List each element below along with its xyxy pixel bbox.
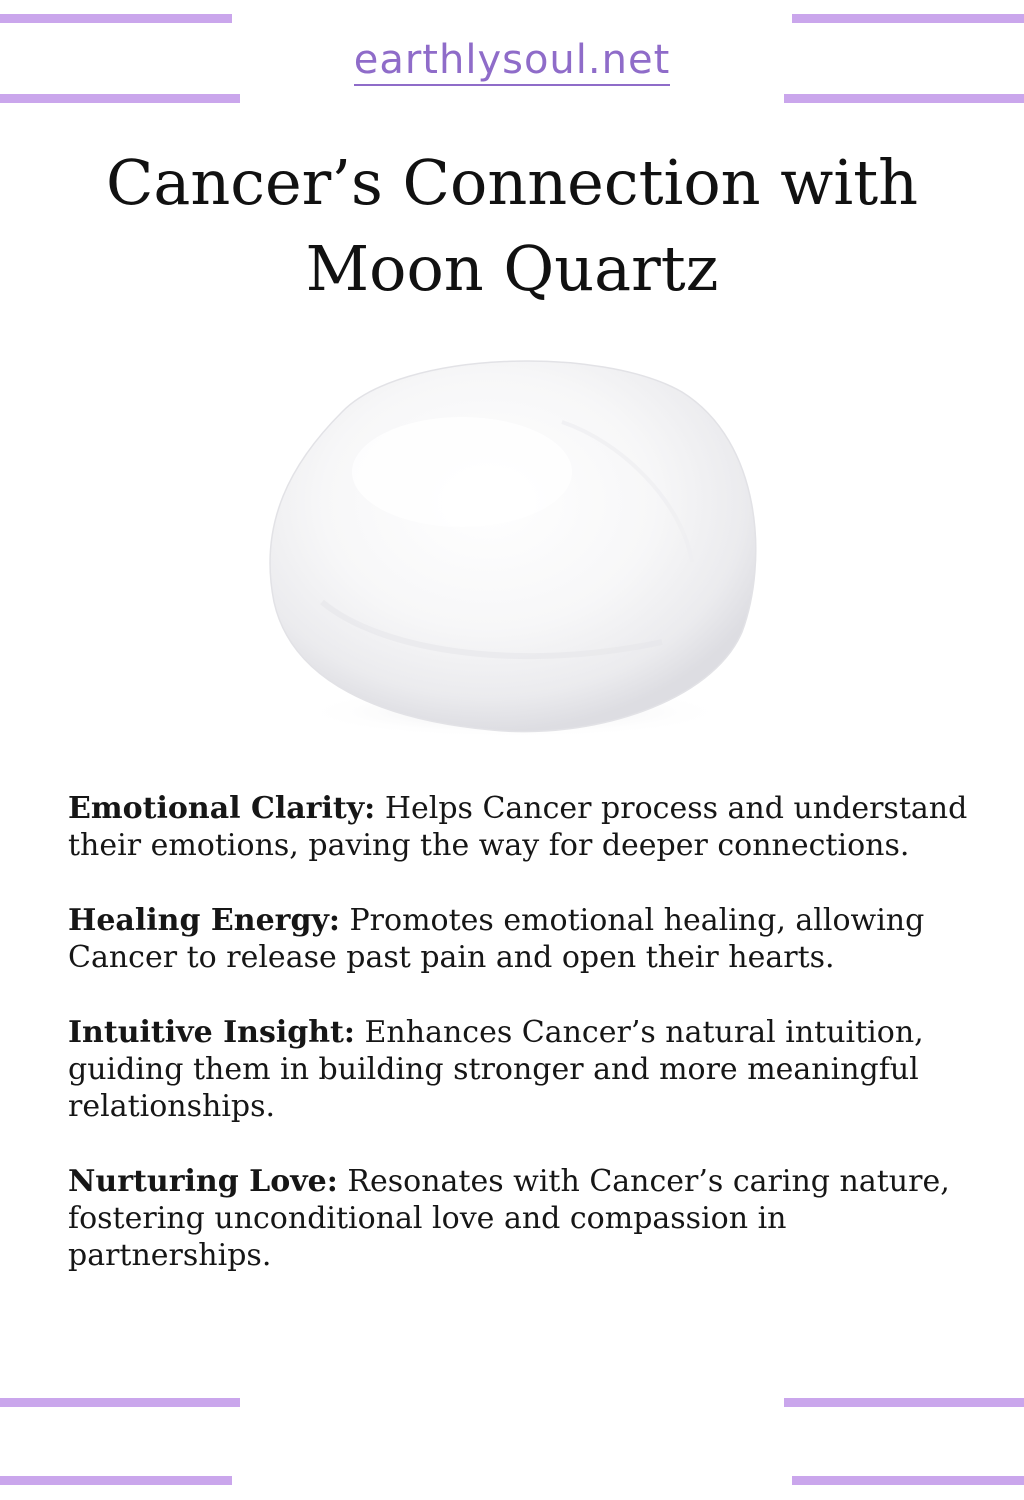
item-text: Promotes emotional healing, allowing Cancer to release past pain and open their hearts. (68, 903, 925, 975)
bottom-right-bar-long (784, 1398, 1024, 1407)
item-text: Resonates with Cancer’s caring nature, fostering unconditional love and compassion in partnerships. (68, 1164, 950, 1273)
list-item-healing-energy (68, 902, 968, 976)
top-right-bar-long (784, 94, 1024, 103)
bottom-left-bar-long (0, 1398, 240, 1407)
moon-quartz-stone-icon (262, 352, 766, 744)
site-logo-text: earthlysoul.net (354, 38, 671, 86)
top-left-bar-short (0, 14, 232, 23)
item-text: Enhances Cancer’s natural intuition, guiding them in building stronger and more meaningful relationships. (68, 1015, 924, 1124)
benefits-list (68, 790, 968, 1312)
item-label: Healing Energy: (68, 903, 340, 938)
item-text: Helps Cancer process and understand their emotions, paving the way for deeper connections. (68, 791, 968, 863)
list-item-intuitive-insight (68, 1014, 968, 1125)
top-right-bar-short (792, 14, 1024, 23)
item-label: Intuitive Insight: (68, 1015, 355, 1050)
top-left-bar-long (0, 94, 240, 103)
list-item-nurturing-love (68, 1163, 968, 1274)
bottom-right-bar-short (792, 1476, 1024, 1485)
list-item-emotional-clarity (68, 790, 968, 864)
site-logo[interactable] (0, 38, 1024, 86)
item-label: Nurturing Love: (68, 1164, 338, 1199)
item-label: Emotional Clarity: (68, 791, 376, 826)
page-title: Cancer’s Connection with Moon Quartz (105, 146, 919, 305)
bottom-left-bar-short (0, 1476, 232, 1485)
